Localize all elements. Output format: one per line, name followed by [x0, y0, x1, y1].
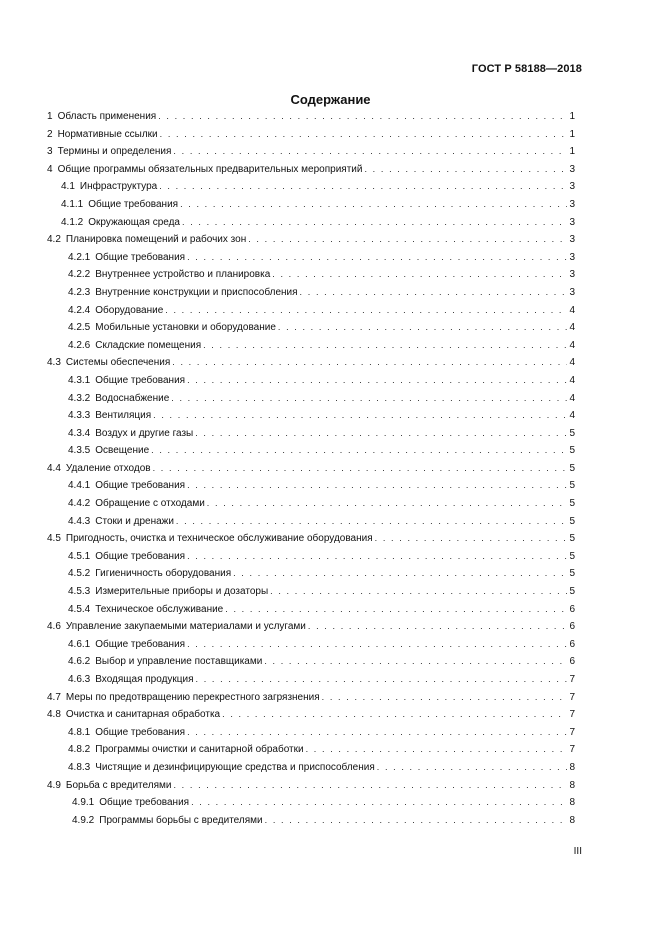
- toc-entry: [47, 653, 575, 671]
- toc-entry-title: Общие требования: [88, 198, 179, 210]
- toc-entry-title: Управление закупаемыми материалами и услугами: [65, 621, 306, 633]
- toc-leader-dots: [187, 249, 567, 267]
- toc-entry-page: 1: [569, 128, 575, 140]
- toc-entry-number: 4.8.3: [68, 761, 91, 773]
- toc-leader-dots: [248, 231, 567, 249]
- toc-entry-title: Очистка и санитарная обработка: [65, 709, 221, 721]
- toc-entry: [47, 214, 575, 232]
- toc-leader-dots: [203, 337, 567, 355]
- toc-entry-number: 4.3.2: [68, 392, 91, 404]
- toc-leader-dots: [195, 425, 567, 443]
- toc-entry-number: 3: [47, 146, 53, 158]
- toc-entry: [47, 477, 575, 495]
- toc-entry-number: 4.3: [47, 357, 61, 369]
- toc-entry-number: 4.4.3: [68, 515, 91, 527]
- toc-entry-page: 5: [569, 568, 575, 580]
- toc-leader-dots: [151, 442, 567, 460]
- toc-entry-number: 4.6.3: [68, 674, 91, 685]
- toc-entry: [47, 601, 575, 619]
- toc-entry: [47, 231, 575, 249]
- toc-entry-title: Оборудование: [95, 304, 164, 316]
- toc-leader-dots: [191, 794, 567, 812]
- page-number: III: [573, 846, 582, 857]
- toc-entry-title: Водоснабжение: [95, 392, 170, 404]
- toc-entry-number: 4.5.2: [68, 568, 91, 580]
- toc-entry: [47, 161, 575, 179]
- toc-leader-dots: [322, 689, 568, 707]
- toc-leader-dots: [375, 530, 568, 548]
- toc-entry-page: 7: [569, 691, 575, 703]
- toc-entry: [47, 724, 575, 742]
- toc-entry-title: Внутренние конструкции и приспособления: [95, 286, 298, 298]
- toc-entry-title: Окружающая среда: [88, 216, 180, 228]
- toc-entry-page: 6: [569, 656, 575, 668]
- toc-leader-dots: [265, 812, 568, 830]
- toc-entry-number: 4.3.5: [68, 445, 91, 457]
- toc-entry-title: Складские помещения: [95, 339, 202, 351]
- toc-leader-dots: [270, 583, 567, 601]
- toc-entry: [47, 337, 575, 355]
- toc-leader-dots: [196, 671, 568, 689]
- toc-entry-page: 1: [569, 146, 575, 158]
- toc-entry-number: 4.8: [47, 709, 61, 721]
- toc-entry-number: 4: [47, 163, 53, 175]
- toc-entry-number: 4.8.1: [68, 726, 91, 738]
- toc-entry: [47, 284, 575, 302]
- toc-leader-dots: [207, 495, 568, 513]
- toc-entry-title: Чистящие и дезинфицирующие средства и приспособления: [95, 761, 375, 773]
- page-title: Содержание: [290, 92, 371, 107]
- toc-entry-number: 4.6.2: [68, 656, 91, 668]
- toc-leader-dots: [300, 284, 568, 302]
- toc-entry-number: 4.9.1: [72, 797, 95, 809]
- toc-entry-page: 8: [569, 779, 575, 791]
- toc-entry: [47, 372, 575, 390]
- toc-leader-dots: [272, 266, 567, 284]
- toc-entry-page: 5: [569, 462, 575, 474]
- toc-entry-number: 4.9: [47, 779, 61, 791]
- toc-leader-dots: [187, 548, 567, 566]
- toc-leader-dots: [233, 565, 567, 583]
- toc-entry: [47, 495, 575, 513]
- toc-entry-page: 7: [569, 726, 575, 738]
- toc-leader-dots: [160, 126, 568, 144]
- toc-entry-title: Гигиеничность оборудования: [95, 568, 232, 580]
- toc-entry-title: Общие требования: [95, 480, 186, 492]
- toc-entry: [47, 302, 575, 320]
- toc-entry-page: 3: [569, 286, 575, 298]
- toc-leader-dots: [187, 477, 567, 495]
- toc-entry-title: Пригодность, очистка и техническое обслуживание оборудования: [65, 533, 373, 545]
- toc-leader-dots: [364, 161, 567, 179]
- toc-entry-title: Область применения: [57, 111, 157, 122]
- toc-entry-page: 3: [569, 234, 575, 246]
- toc-entry-title: Меры по предотвращению перекрестного загрязнения: [65, 691, 320, 703]
- toc-entry-number: 4.2: [47, 234, 61, 246]
- toc-leader-dots: [176, 513, 568, 531]
- toc-entry-page: 4: [569, 304, 575, 316]
- toc-entry: [47, 548, 575, 566]
- toc-leader-dots: [180, 196, 567, 214]
- toc-entry-page: 4: [569, 357, 575, 369]
- toc-entry-page: 5: [569, 515, 575, 527]
- table-of-contents: [47, 108, 575, 829]
- toc-entry-number: 2: [47, 128, 53, 140]
- toc-entry-page: 3: [569, 181, 575, 193]
- toc-leader-dots: [222, 706, 567, 724]
- toc-entry-number: 4.4.2: [68, 498, 91, 510]
- toc-entry: [47, 143, 575, 161]
- toc-entry-number: 4.5: [47, 533, 61, 545]
- toc-entry-page: 5: [569, 427, 575, 439]
- toc-entry: [47, 126, 575, 144]
- toc-entry-page: 3: [569, 269, 575, 281]
- toc-entry-title: Общие требования: [99, 797, 190, 809]
- toc-leader-dots: [308, 618, 568, 636]
- toc-entry-title: Освещение: [95, 445, 150, 457]
- toc-leader-dots: [187, 636, 567, 654]
- toc-entry-title: Техническое обслуживание: [95, 603, 224, 615]
- toc-entry-number: 4.5.1: [68, 550, 91, 562]
- toc-entry-page: 5: [569, 445, 575, 457]
- toc-leader-dots: [165, 302, 567, 320]
- toc-entry-number: 4.2.1: [68, 251, 91, 263]
- toc-entry-number: 4.6: [47, 621, 61, 633]
- toc-entry-number: 4.2.5: [68, 322, 91, 334]
- toc-entry-page: 6: [569, 621, 575, 633]
- toc-leader-dots: [173, 777, 567, 795]
- toc-entry-title: Выбор и управление поставщиками: [95, 656, 263, 668]
- toc-entry-page: 5: [569, 533, 575, 545]
- toc-entry: [47, 249, 575, 267]
- toc-entry-page: 5: [569, 550, 575, 562]
- toc-entry: [47, 513, 575, 531]
- toc-entry-title: Обращение с отходами: [95, 498, 205, 510]
- toc-entry: [47, 618, 575, 636]
- toc-leader-dots: [153, 407, 567, 425]
- toc-entry-number: 4.1.2: [61, 216, 84, 228]
- toc-entry-page: 3: [569, 198, 575, 210]
- toc-entry: [47, 759, 575, 777]
- toc-entry-number: 4.4: [47, 462, 61, 474]
- toc-leader-dots: [153, 460, 568, 478]
- toc-entry-title: Стоки и дренажи: [95, 515, 174, 527]
- toc-entry-number: 4.6.1: [68, 638, 91, 650]
- toc-entry: [47, 565, 575, 583]
- toc-entry-number: 4.8.2: [68, 744, 91, 756]
- toc-leader-dots: [173, 143, 567, 161]
- toc-entry-title: Нормативные ссылки: [57, 128, 158, 140]
- toc-leader-dots: [171, 390, 567, 408]
- toc-entry: [47, 266, 575, 284]
- toc-entry: [47, 671, 575, 689]
- toc-entry: [47, 583, 575, 601]
- toc-leader-dots: [306, 741, 568, 759]
- toc-entry: [47, 196, 575, 214]
- toc-entry-number: 4.7: [47, 691, 61, 703]
- toc-entry-page: 5: [569, 480, 575, 492]
- toc-leader-dots: [182, 214, 567, 232]
- toc-entry: [47, 319, 575, 337]
- toc-entry: [47, 460, 575, 478]
- toc-entry-number: 4.2.2: [68, 269, 91, 281]
- toc-entry: [47, 812, 575, 830]
- toc-leader-dots: [264, 653, 567, 671]
- toc-entry-title: Общие требования: [95, 550, 186, 562]
- toc-entry-number: 4.4.1: [68, 480, 91, 492]
- toc-entry-page: 4: [569, 392, 575, 404]
- toc-entry-number: 1: [47, 111, 53, 122]
- toc-entry-page: 5: [569, 498, 575, 510]
- toc-entry-title: Удаление отходов: [65, 462, 151, 474]
- toc-entry: [47, 741, 575, 759]
- toc-entry-page: 6: [569, 638, 575, 650]
- toc-entry-page: 3: [569, 163, 575, 175]
- toc-leader-dots: [187, 372, 567, 390]
- toc-entry-title: Воздух и другие газы: [95, 427, 194, 439]
- toc-entry-title: Борьба с вредителями: [65, 779, 172, 791]
- toc-entry-title: Общие требования: [95, 251, 186, 263]
- toc-leader-dots: [158, 108, 567, 126]
- toc-entry-title: Измерительные приборы и дозаторы: [95, 586, 269, 598]
- toc-entry-number: 4.2.4: [68, 304, 91, 316]
- toc-entry-title: Программы борьбы с вредителями: [99, 814, 263, 826]
- toc-entry-number: 4.9.2: [72, 814, 95, 826]
- toc-entry-title: Общие требования: [95, 726, 186, 738]
- toc-entry: [47, 689, 575, 707]
- toc-entry-page: 5: [569, 586, 575, 598]
- toc-entry-page: 4: [569, 322, 575, 334]
- toc-entry: [47, 390, 575, 408]
- toc-entry-title: Термины и определения: [57, 146, 172, 158]
- toc-entry: [47, 108, 575, 126]
- toc-entry-page: 3: [569, 251, 575, 263]
- toc-entry-number: 4.3.1: [68, 374, 91, 386]
- toc-entry: [47, 530, 575, 548]
- toc-entry-title: Общие программы обязательных предварительных мероприятий: [57, 163, 363, 175]
- toc-entry: [47, 407, 575, 425]
- toc-entry-number: 4.3.3: [68, 410, 91, 422]
- toc-entry-number: 4.2.3: [68, 286, 91, 298]
- toc-entry: [47, 794, 575, 812]
- toc-entry-title: Системы обеспечения: [65, 357, 171, 369]
- toc-entry-page: 6: [569, 603, 575, 615]
- toc-entry: [47, 178, 575, 196]
- toc-entry-page: 1: [569, 111, 575, 122]
- toc-entry-title: Программы очистки и санитарной обработки: [95, 744, 304, 756]
- toc-entry-number: 4.1: [61, 181, 75, 193]
- toc-leader-dots: [278, 319, 568, 337]
- toc-entry-page: 7: [569, 744, 575, 756]
- toc-entry: [47, 425, 575, 443]
- toc-entry-title: Внутреннее устройство и планировка: [95, 269, 271, 281]
- toc-entry: [47, 636, 575, 654]
- toc-entry-page: 8: [569, 761, 575, 773]
- toc-entry-title: Планировка помещений и рабочих зон: [65, 234, 247, 246]
- toc-entry-title: Общие требования: [95, 638, 186, 650]
- toc-entry-page: 8: [569, 814, 575, 826]
- toc-entry-number: 4.5.3: [68, 586, 91, 598]
- toc-entry-title: Мобильные установки и оборудование: [95, 322, 276, 334]
- toc-entry: [47, 354, 575, 372]
- toc-entry: [47, 442, 575, 460]
- toc-entry-number: 4.2.6: [68, 339, 91, 351]
- toc-entry-title: Входящая продукция: [95, 674, 194, 685]
- toc-entry-page: 4: [569, 374, 575, 386]
- toc-leader-dots: [225, 601, 567, 619]
- toc-entry-title: Вентиляция: [95, 410, 152, 422]
- toc-entry-page: 3: [569, 216, 575, 228]
- toc-entry-number: 4.3.4: [68, 427, 91, 439]
- toc-leader-dots: [159, 178, 567, 196]
- toc-leader-dots: [377, 759, 568, 777]
- toc-entry-title: Общие требования: [95, 374, 186, 386]
- toc-entry: [47, 706, 575, 724]
- document-code: ГОСТ Р 58188—2018: [471, 63, 582, 75]
- toc-entry-title: Инфраструктура: [79, 181, 158, 193]
- toc-entry-page: 7: [569, 674, 575, 685]
- toc-entry-page: 7: [569, 709, 575, 721]
- toc-leader-dots: [172, 354, 567, 372]
- toc-entry-page: 4: [569, 339, 575, 351]
- toc-entry-number: 4.1.1: [61, 198, 84, 210]
- toc-entry-page: 8: [569, 797, 575, 809]
- toc-entry-page: 4: [569, 410, 575, 422]
- toc-entry: [47, 777, 575, 795]
- toc-leader-dots: [187, 724, 567, 742]
- toc-entry-number: 4.5.4: [68, 603, 91, 615]
